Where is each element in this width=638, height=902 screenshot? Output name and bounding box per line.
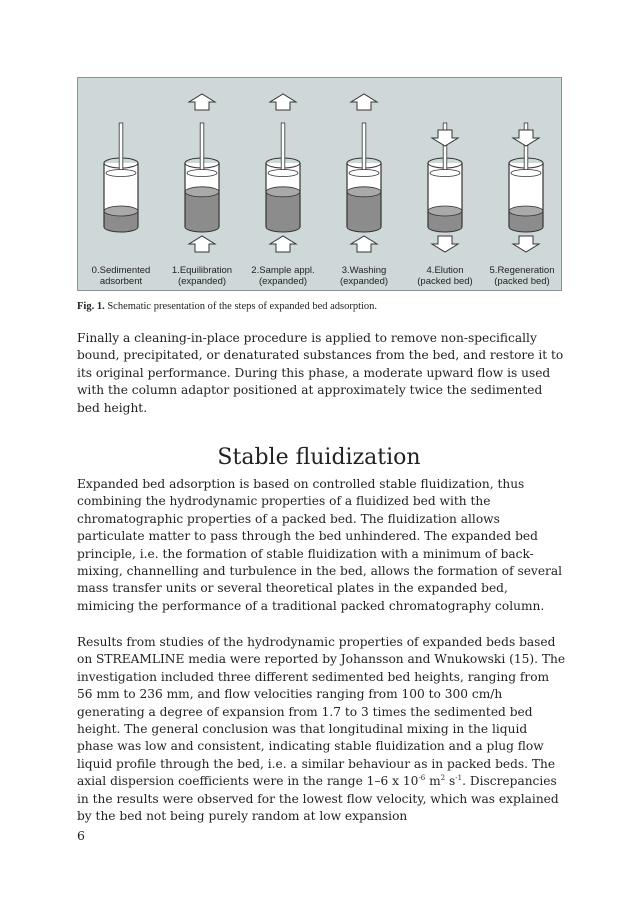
bed-surface-2 [266,187,300,197]
adaptor-plate-3 [349,170,379,177]
figure-drawing [78,78,563,292]
bed-surface-5 [509,206,543,216]
step-label-2-line1: 2.Sample appl. [251,265,315,276]
adaptor-plate-4 [430,170,460,177]
step-label-2 [243,265,323,287]
bed-surface-0 [104,206,138,216]
flow-arrow-top-1 [189,94,215,110]
flow-arrow-top-5 [513,130,539,146]
column-bottom-2 [266,227,300,232]
paragraph-results: Results from studies of the hydrodynamic properties of expanded beds based on STREAMLINE media were reported by Johansson and Wnukowski (15). The investigation included three different sedimented bed heights, ranging from 56 mm to 236 mm, and flow velocities ranging from 100 to 300 cm/h generating a degree of expansion from 1.7 to 3 times the sedimented bed height. The general conclusion was that longitudinal mixing in the liquid phase was low and consistent, indicating stable fluidization and a plug flow liquid profile through the bed, i.e. a similar behaviour as in packed beds. The axial dispersion coefficients were in the range 1–6 x $10^{-6}$ $m^2$ $s^{-1}$. Discrepancies in the results were observed for the lowest flow velocity, which was explained by the bed not being purely random at low expansion [77,635,566,824]
section-heading: Stable fluidization [217,445,421,470]
column-bottom-5 [509,227,543,232]
adaptor-plate-1 [187,170,217,177]
bed-surface-4 [428,206,462,216]
flow-arrow-bottom-2 [270,236,296,252]
column-bottom-0 [104,227,138,232]
caption-text: Schematic presentation of the steps of expanded bed adsorption. [107,301,378,312]
step-label-3 [324,265,404,287]
paragraph-cleaning: Finally a cleaning-in-place procedure is applied to remove non-specifically bound, precipitated, or denaturated substances from the bed, and restore it to its original performance. During this phase, a moderate upward flow is used with the column adaptor positioned at approximately twice the sedimented bed height. [77,331,564,415]
step-label-1-line2: (expanded) [177,276,227,287]
bed-surface-3 [347,187,381,197]
adaptor-rod-3 [362,123,366,173]
adaptor-rod-1 [200,123,204,173]
flow-arrow-top-3 [351,94,377,110]
step-label-4 [405,265,485,287]
bed-surface-1 [185,187,219,197]
step-label-0-line2: adsorbent [99,276,143,287]
figure-caption [77,301,562,312]
adaptor-rod-0 [119,123,123,173]
flow-arrow-bottom-4 [432,236,458,252]
caption-label: Fig. 1. [77,301,105,312]
step-label-1-line1: 1.Equilibration [171,265,233,276]
column-bottom-3 [347,227,381,232]
step-label-3-line2: (expanded) [339,276,389,287]
step-label-3-line1: 3.Washing [341,265,387,276]
step-label-0 [81,265,161,287]
step-label-5 [482,265,562,287]
step-label-0-line1: 0.Sedimented [91,265,151,276]
column-bottom-4 [428,227,462,232]
page-number: 6 [77,828,85,843]
flow-arrow-bottom-3 [351,236,377,252]
step-label-5-line2: (packed bed) [494,276,550,287]
step-label-4-line1: 4.Elution [426,265,464,276]
adaptor-rod-2 [281,123,285,173]
step-label-1 [162,265,242,287]
paragraph-fluidization: Expanded bed adsorption is based on controlled stable fluidization, thus combining the hydrodynamic properties of a fluidized bed with the chromatographic properties of a packed bed. The fluidization allows particulate matter to pass through the bed unhindered. The expanded bed principle, i.e. the formation of stable fluidization with a minimum of back-mixing, channelling and turbulence in the bed, allows the formation of several mass transfer units or several theoretical plates in the expanded bed, mimicing the performance of a traditional packed chromatography column. [77,477,563,613]
flow-arrow-bottom-5 [513,236,539,252]
step-label-5-line1: 5.Regeneration [489,265,555,276]
adaptor-plate-0 [106,170,136,177]
column-bottom-1 [185,227,219,232]
adaptor-plate-2 [268,170,298,177]
step-label-4-line2: (packed bed) [417,276,473,287]
flow-arrow-bottom-1 [189,236,215,252]
step-label-2-line2: (expanded) [258,276,308,287]
flow-arrow-top-4 [432,130,458,146]
flow-arrow-top-2 [270,94,296,110]
eba-figure [77,77,562,291]
adaptor-plate-5 [511,170,541,177]
